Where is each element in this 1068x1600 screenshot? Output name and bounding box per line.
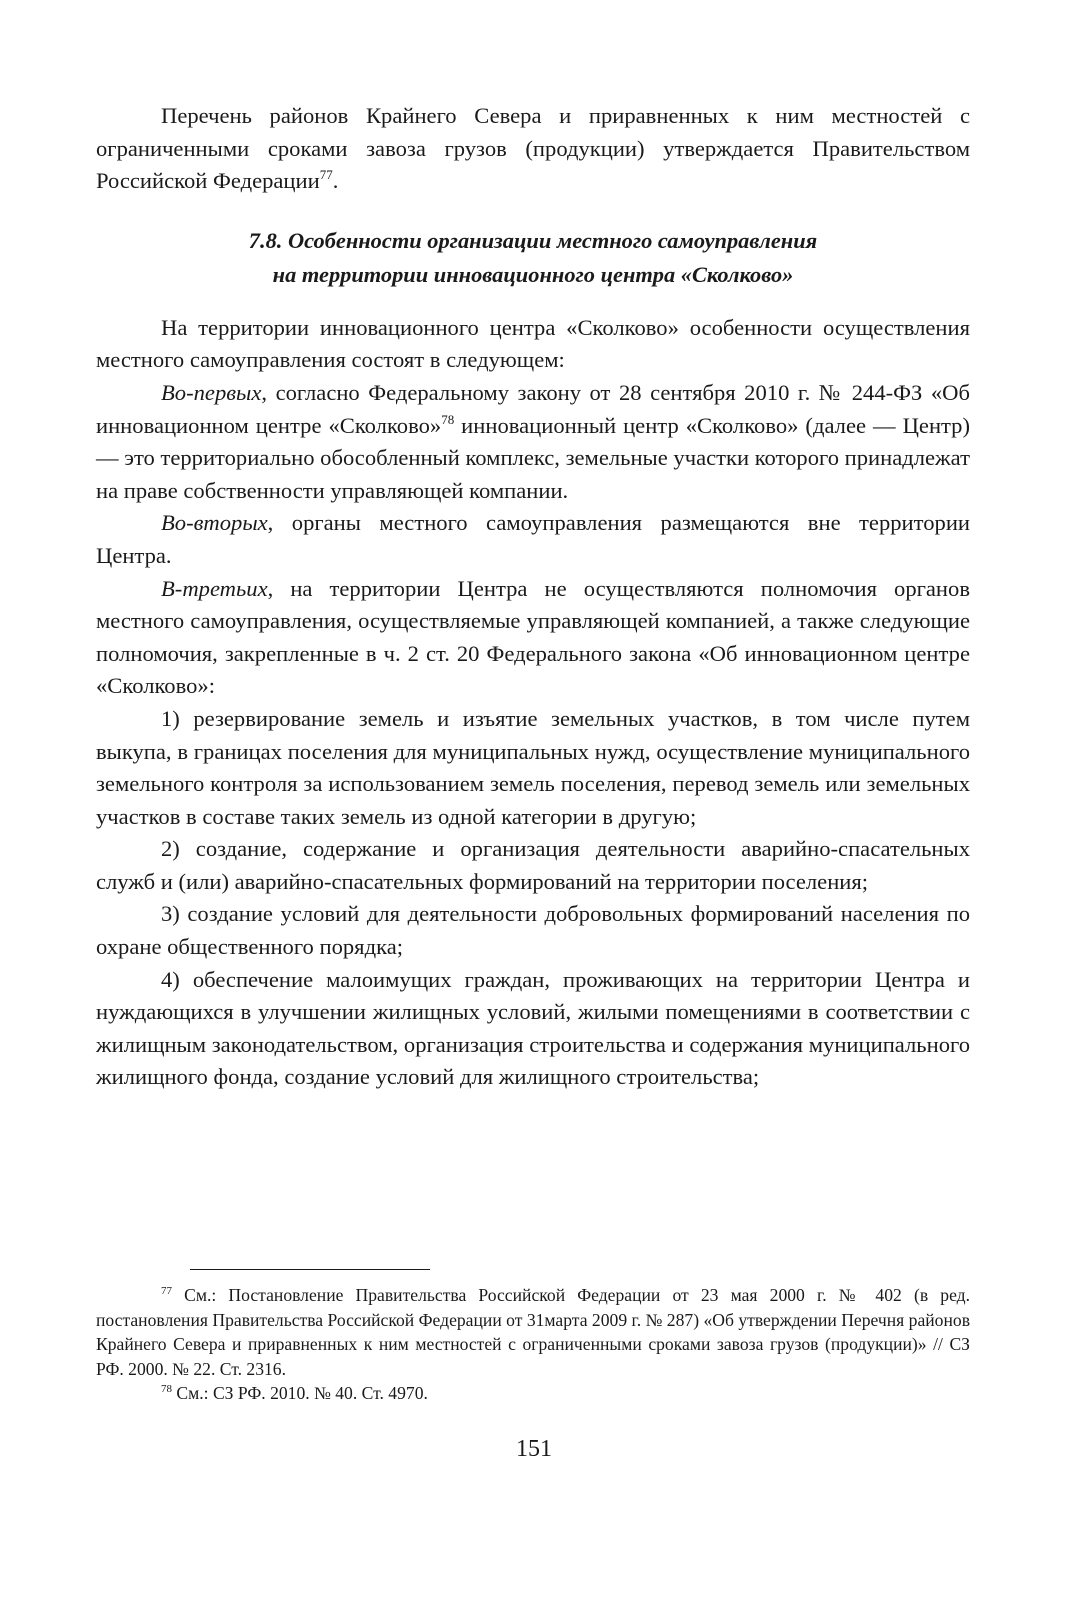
intro-text: Перечень районов Крайнего Севера и приравненных к ним местностей с ограниченными сроками завоза грузов (продукции) утверждается Правительством Российской Федерации — [96, 103, 970, 194]
footnote-ref-78: 78 — [441, 411, 455, 427]
footnote-78 — [96, 1381, 970, 1406]
footnote-77-text: См.: Постановление Правительства Российской Федерации от 23 мая 2000 г. № 402 (в ред. постановления Правительства Российской Федерации от 31марта 2009 г. № 287) «Об утверждении Перечня районов Крайнего Севера и приравненных к ним местностей с ограниченными сроками завоза грузов (продукции)» // СЗ РФ. 2000. № 22. Ст. 2316. — [96, 1285, 970, 1379]
paragraph-2 — [96, 377, 970, 507]
paragraph-3-lead: Во-вторых — [161, 510, 268, 536]
paragraph-2-text-a: , согласно Федеральному закону от 28 сентября 2010 г. № 244-ФЗ «Об инновационном центре «Сколково» — [96, 379, 970, 438]
page-number: 151 — [516, 1436, 552, 1462]
list-item-4: 4) обеспечение малоимущих граждан, проживающих на территории Центра и нуждающихся в улучшении жилищных условий, жилыми помещениями в соответствии с жилищным законодательством, организация строительства и содержания муниципального жилищного фонда, создание условий для жилищного строительства; — [96, 966, 970, 1090]
footnote-78-text: См.: СЗ РФ. 2010. № 40. Ст. 4970. — [172, 1383, 428, 1403]
list-item-2: 2) создание, содержание и организация деятельности аварийно-спасательных служб и (или) аварийно-спасательных формирований на территории поселения; — [96, 836, 970, 894]
paragraph-4-text: , на территории Центра не осуществляются полномочия органов местного самоуправления, осуществляемые управляющей компанией, а также следующие полномочия, закрепленные в ч. 2 ст. 20 Федерального закона «Об инновационном центре «Сколково»: — [96, 575, 970, 699]
intro-paragraph — [96, 100, 970, 198]
main-text — [96, 100, 970, 1094]
list-item-3: 3) создание условий для деятельности добровольных формирований населения по охране общественного порядка; — [96, 901, 970, 960]
footnote-77-number: 77 — [161, 1285, 172, 1297]
paragraph-1: На территории инновационного центра «Сколково» особенности осуществления местного самоуправления состоят в следующем: — [96, 314, 970, 373]
section-title-line-1: 7.8. Особенности организации местного самоуправления — [248, 227, 818, 253]
section-heading — [96, 224, 970, 292]
paragraph-2-lead: Во-первых — [161, 379, 262, 405]
section-title-line-2: на территории инновационного центра «Сколково» — [272, 261, 794, 287]
paragraph-2-text-b: инновационный центр «Сколково» (далее — Центр) — это территориально обособленный комплекс, земельные участки которого принадлежат на праве собственности управляющей компании. — [96, 412, 971, 503]
footnote-ref-77: 77 — [319, 167, 333, 183]
footnote-78-number: 78 — [161, 1383, 172, 1395]
footnote-77 — [96, 1283, 970, 1381]
footnotes — [96, 1283, 970, 1406]
paragraph-4-lead: В-третьих — [161, 575, 268, 601]
footnote-divider — [190, 1269, 430, 1270]
paragraph-3 — [96, 507, 970, 572]
paragraph-4 — [96, 573, 970, 703]
paragraph-3-text: , органы местного самоуправления размещаются вне территории Центра. — [96, 510, 970, 568]
intro-end: . — [332, 168, 339, 194]
list-item-1: 1) резервирование земель и изъятие земельных участков, в том числе путем выкупа, в границах поселения для муниципальных нужд, осуществление муниципального земельного контроля за использованием земель поселения, перевод земель или земельных участков в составе таких земель из одной категории в другую; — [96, 705, 970, 829]
